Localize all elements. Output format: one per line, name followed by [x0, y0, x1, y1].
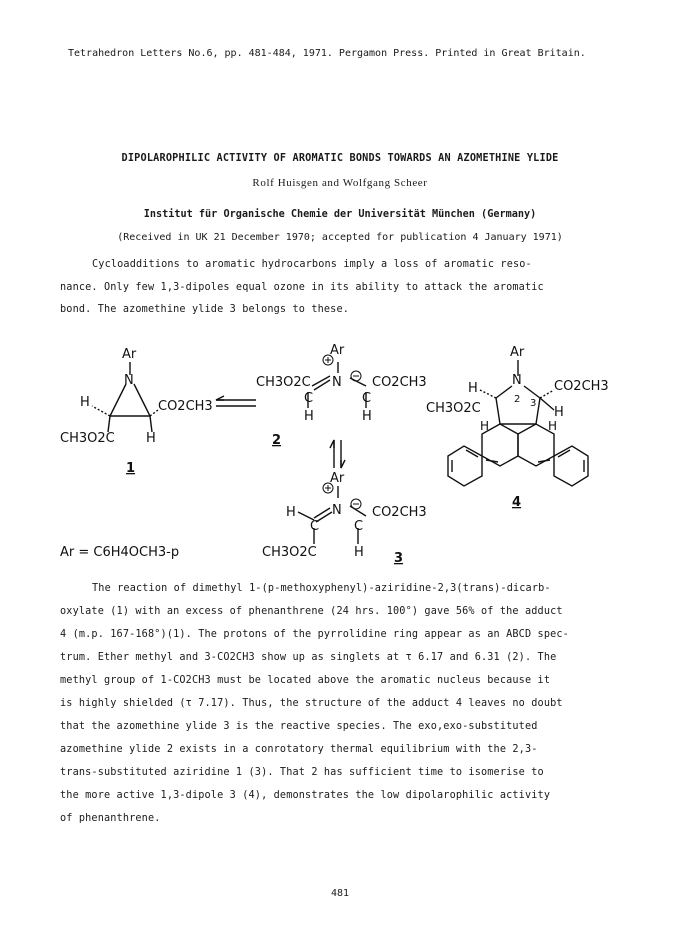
authors: Rolf Huisgen and Wolfgang Scheer: [252, 177, 428, 189]
body-line-3: 4 (m.p. 167-168°)(1). The protons of the pyrrolidine ring appear as an ABCD spec-: [60, 629, 569, 640]
compound-4-label: 4: [512, 495, 522, 510]
h-label-1a: H: [80, 395, 90, 410]
ch3o2c-label-1: CH3O2C: [60, 431, 115, 446]
h-label-1b: H: [146, 431, 156, 446]
body-line-4: trum. Ether methyl and 3-CO2CH3 show up as singlets at τ 6.17 and 6.31 (2). The: [60, 652, 557, 663]
n-label-4: N: [512, 373, 522, 388]
h-label-4a: H: [468, 381, 478, 396]
body-line-9: trans-substituted aziridine 1 (3). That 2 has sufficient time to isomerise to: [60, 767, 544, 778]
ar-label-1: Ar: [122, 347, 137, 362]
h-label-3b: H: [354, 545, 364, 560]
body-line-6: is highly shielded (τ 7.17). Thus, the structure of the adduct 4 leaves no doubt: [60, 698, 563, 709]
body-line-7: that the azomethine ylide 3 is the reactive species. The exo,exo-substituted: [60, 721, 538, 732]
intro-line-3: bond. The azomethine ylide 3 belongs to these.: [60, 304, 350, 315]
ar-label-3: Ar: [330, 471, 345, 486]
h-label-2a: H: [304, 409, 314, 424]
body-line-11: of phenanthrene.: [60, 813, 161, 824]
h-label-4b: H: [554, 405, 564, 420]
ring-position-3: 3: [530, 398, 537, 409]
co2ch3-label-4: CO2CH3: [554, 379, 609, 394]
ch3o2c-label-4: CH3O2C: [426, 401, 481, 416]
body-line-10: the more active 1,3-dipole 3 (4), demonstrates the low dipolarophilic activity: [60, 790, 551, 801]
body-line-8: azomethine ylide 2 exists in a conrotatory thermal equilibrium with the 2,3-: [60, 744, 538, 755]
co2ch3-label-2: CO2CH3: [372, 375, 427, 390]
compound-1-label: 1: [126, 461, 136, 476]
body-line-2: oxylate (1) with an excess of phenanthrene (24 hrs. 100°) gave 56% of the adduct: [60, 606, 563, 617]
ch3o2c-label-3: CH3O2C: [262, 545, 317, 560]
journal-header: Tetrahedron Letters No.6, pp. 481-484, 1971. Pergamon Press. Printed in Great Britain.: [68, 48, 586, 59]
ar-definition: Ar = C6H4OCH3-p: [60, 545, 180, 560]
n-label-2: N: [332, 375, 342, 390]
reaction-scheme: [60, 340, 640, 572]
paper-title: DIPOLAROPHILIC ACTIVITY OF AROMATIC BONDS TOWARDS AN AZOMETHINE YLIDE: [121, 153, 559, 164]
n-label-1: N: [124, 373, 134, 388]
h-label-2b: H: [362, 409, 372, 424]
ar-label-4: Ar: [510, 345, 525, 360]
body-line-5: methyl group of 1-CO2CH3 must be located above the aromatic nucleus because it: [60, 675, 551, 686]
c-label-3b: C: [354, 519, 364, 534]
page-number: 481: [330, 888, 350, 899]
c-label-2b: C: [362, 391, 372, 406]
h-label-3a: H: [286, 505, 296, 520]
intro-line-1: Cycloadditions to aromatic hydrocarbons imply a loss of aromatic reso-: [92, 259, 532, 270]
c-label-3a: C: [310, 519, 320, 534]
received-dates: (Received in UK 21 December 1970; accepted for publication 4 January 1971): [117, 232, 563, 243]
body-line-1: The reaction of dimethyl 1-(p-methoxyphenyl)-aziridine-2,3(trans)-dicarb-: [92, 583, 551, 594]
c-label-2a: C: [304, 391, 314, 406]
h-label-4d: H: [548, 419, 558, 433]
institution: Institut für Organische Chemie der Universität München (Germany): [143, 209, 537, 220]
intro-line-2: nance. Only few 1,3-dipoles equal ozone in its ability to attack the aromatic: [60, 282, 544, 293]
ch3o2c-label-2: CH3O2C: [256, 375, 311, 390]
ring-position-2: 2: [514, 394, 521, 405]
co2ch3-label-1: CO2CH3: [158, 399, 213, 414]
compound-3-label: 3: [394, 551, 404, 566]
h-label-4c: H: [480, 419, 490, 433]
co2ch3-label-3: CO2CH3: [372, 505, 427, 520]
n-label-3: N: [332, 503, 342, 518]
compound-2-label: 2: [272, 433, 282, 448]
ar-label-2: Ar: [330, 343, 345, 358]
